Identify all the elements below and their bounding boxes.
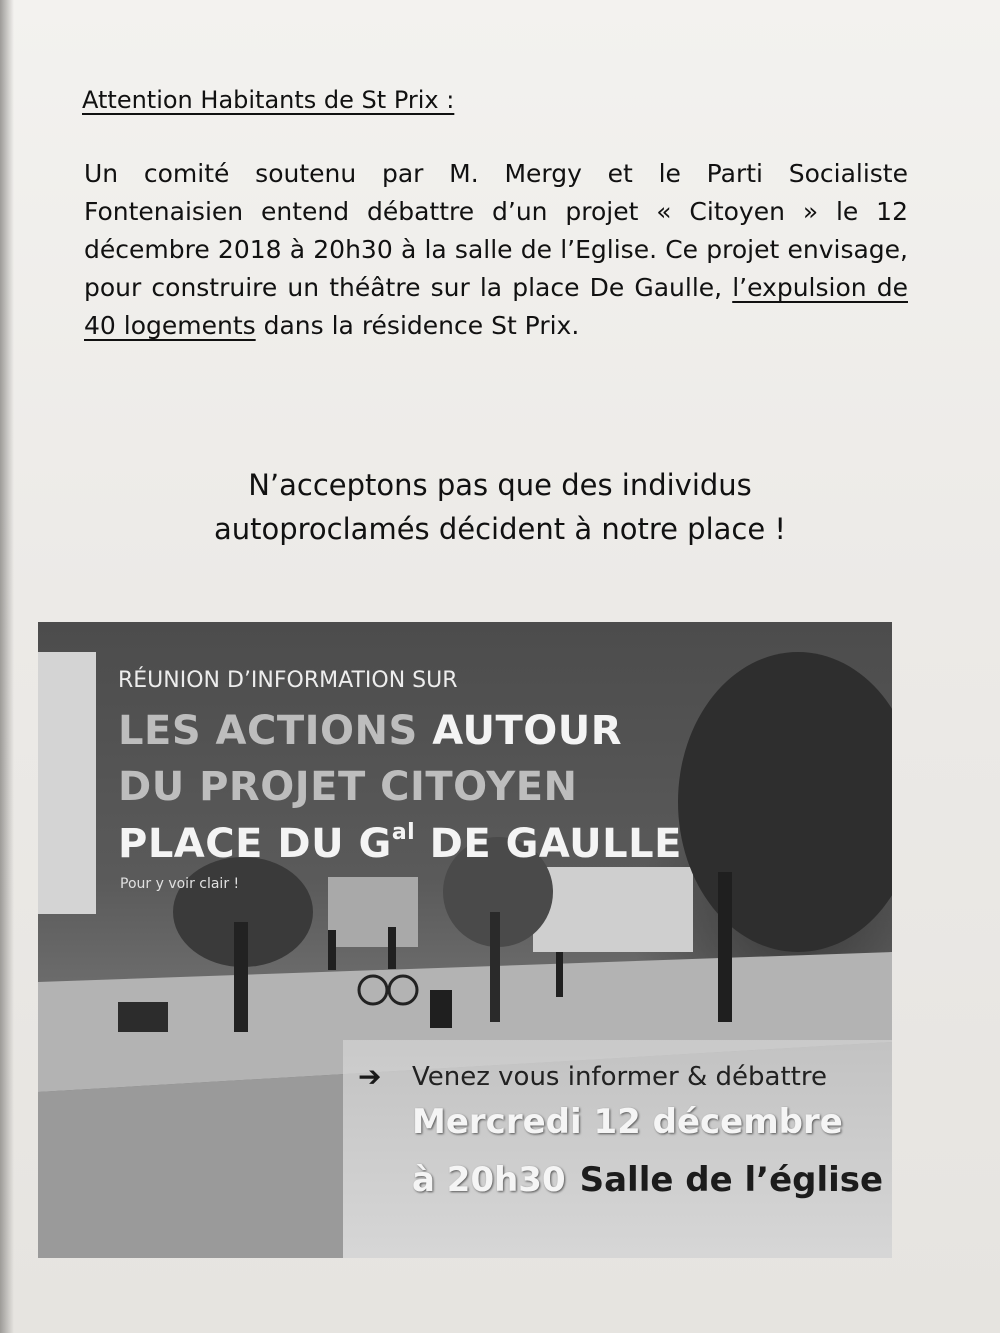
flyer-title-line-3 — [118, 820, 682, 867]
flyer-title-superscript: al — [391, 820, 416, 845]
flyer-title-line-3-start: PLACE DU G — [118, 821, 392, 867]
flyer-invite: Venez vous informer & débattre — [412, 1062, 827, 1092]
flyer-place: Salle de l’église — [579, 1160, 884, 1200]
flyer-title-line-3-end: DE GAULLE — [415, 821, 682, 867]
tree-trunk-right — [718, 872, 732, 1022]
background-building — [533, 867, 693, 952]
tree-trunk-middle — [490, 912, 500, 1022]
tree-trunk-left — [234, 922, 248, 1032]
flyer-title-line-1 — [118, 708, 622, 754]
person-2 — [388, 927, 396, 969]
slogan-line-2: autoproclamés décident à notre place ! — [213, 512, 787, 546]
slogan-line-1: N’acceptons pas que des individus — [248, 468, 752, 502]
bench — [118, 1002, 168, 1032]
notice-heading: Attention Habitants de St Prix : — [82, 86, 455, 114]
flyer-title-line-2: DU PROJET CITOYEN — [118, 764, 578, 810]
trash-bin — [430, 990, 452, 1028]
person-1 — [328, 930, 336, 970]
flyer-tagline: Pour y voir clair ! — [120, 876, 240, 892]
flyer-title-line-1-bright: AUTOUR — [432, 708, 623, 754]
tree-canopy-right — [678, 652, 892, 952]
paragraph-text-start: Un comité soutenu par M. Mergy et le Parti Socialiste Fontenaisien entend débattre d’un projet « Citoyen » le 12 décembre 2018 à 20h30 à la salle de l’Eglise. Ce projet envisage, pour construire un théâtre sur la place De Gaulle, — [84, 159, 908, 302]
arrow-right-icon: ➔ — [358, 1060, 382, 1093]
event-flyer — [38, 622, 892, 1258]
paragraph-text-end: dans la résidence St Prix. — [255, 311, 580, 340]
flyer-time-place — [412, 1160, 883, 1200]
flyer-date: Mercredi 12 décembre — [412, 1102, 843, 1142]
flyer-title-line-1-dim: LES ACTIONS — [118, 708, 433, 754]
flyer-subtitle: RÉUNION D’INFORMATION SUR — [118, 668, 458, 693]
person-3 — [556, 952, 563, 997]
background-wall — [328, 877, 418, 947]
paragraph-underlined-text: l’expulsion de 40 logements — [84, 273, 908, 340]
slogan — [80, 463, 920, 551]
notice-paragraph — [84, 155, 908, 345]
left-panel — [38, 652, 96, 914]
flyer-time: à 20h30 — [412, 1160, 566, 1200]
